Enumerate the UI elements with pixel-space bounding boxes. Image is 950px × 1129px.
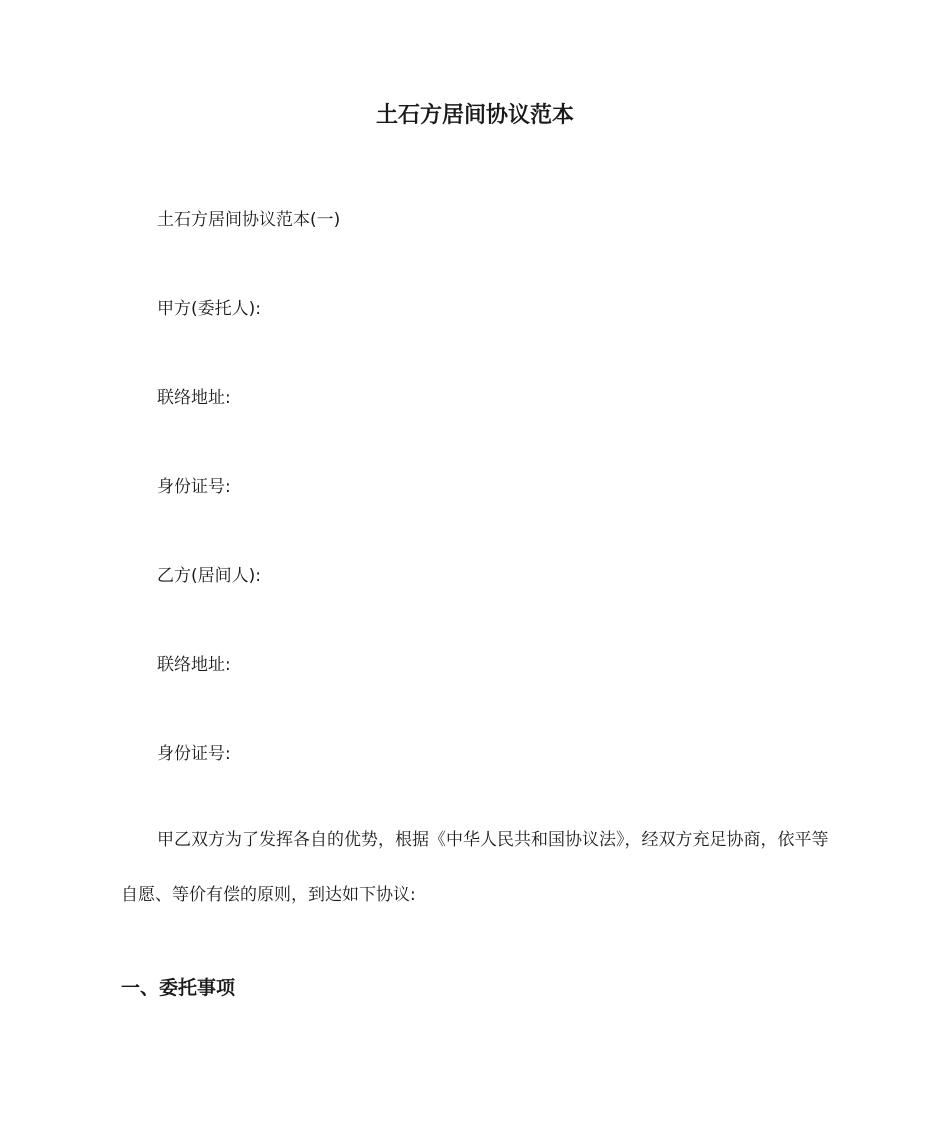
party-a-id-label: 身份证号: xyxy=(157,477,231,497)
party-b-id-label: 身份证号: xyxy=(157,744,231,764)
party-a-address-label: 联络地址: xyxy=(157,388,231,408)
document-title: 土石方居间协议范本 xyxy=(375,103,574,128)
preamble-paragraph: 甲乙双方为了发挥各自的优势，根据《中华人民共和国协议法》，经双方充足协商，依平等自愿、等价有偿的原则，到达如下协议: xyxy=(121,830,829,905)
section-1-heading: 一、委托事项 xyxy=(121,977,236,999)
agreement-subtitle: 土石方居间协议范本(一) xyxy=(157,210,341,230)
party-a-label: 甲方(委托人): xyxy=(157,299,261,319)
party-b-label: 乙方(居间人): xyxy=(157,566,261,586)
party-b-address-label: 联络地址: xyxy=(157,655,231,675)
